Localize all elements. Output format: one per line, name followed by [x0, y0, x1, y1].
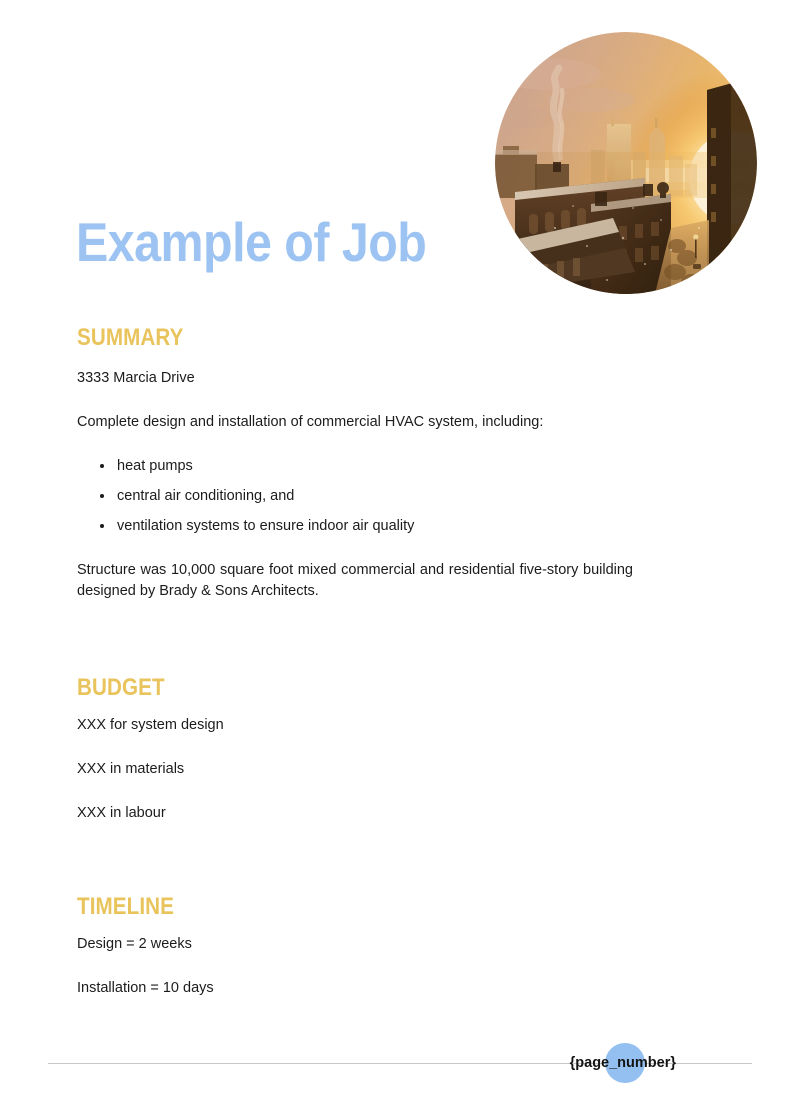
list-item-label: central air conditioning, and — [117, 488, 295, 504]
bullet-icon — [100, 524, 104, 528]
section-heading-budget: BUDGET — [77, 674, 165, 701]
budget-line-design: XXX for system design — [77, 717, 224, 733]
section-heading-timeline: TIMELINE — [77, 893, 175, 920]
list-item-label: heat pumps — [117, 458, 193, 474]
summary-lead: Complete design and installation of commercial HVAC system, including: — [77, 414, 544, 430]
list-item-label: ventilation systems to ensure indoor air quality — [117, 518, 415, 534]
timeline-line-design: Design = 2 weeks — [77, 936, 192, 952]
list-item — [77, 456, 633, 477]
summary-closing-paragraph: Structure was 10,000 square foot mixed commercial and residential five-story building designed by Brady & Sons Architects. — [77, 562, 633, 599]
page-number: {page_number} — [569, 1055, 676, 1071]
page-footer — [0, 1053, 788, 1113]
bullet-icon — [100, 464, 104, 468]
document-body — [77, 325, 633, 999]
timeline-line-installation: Installation = 10 days — [77, 980, 214, 996]
summary-address: 3333 Marcia Drive — [77, 370, 195, 386]
bullet-icon — [100, 494, 104, 498]
hero-photo-graphic — [495, 32, 757, 294]
list-item — [77, 486, 633, 507]
budget-line-materials: XXX in materials — [77, 761, 185, 777]
budget-line-labour: XXX in labour — [77, 805, 166, 821]
section-heading-summary: SUMMARY — [77, 324, 184, 351]
page-title: Example of Job — [76, 211, 427, 273]
summary-bullet-list — [77, 456, 633, 537]
list-item — [77, 516, 633, 537]
city-sunset-photo — [495, 32, 757, 294]
